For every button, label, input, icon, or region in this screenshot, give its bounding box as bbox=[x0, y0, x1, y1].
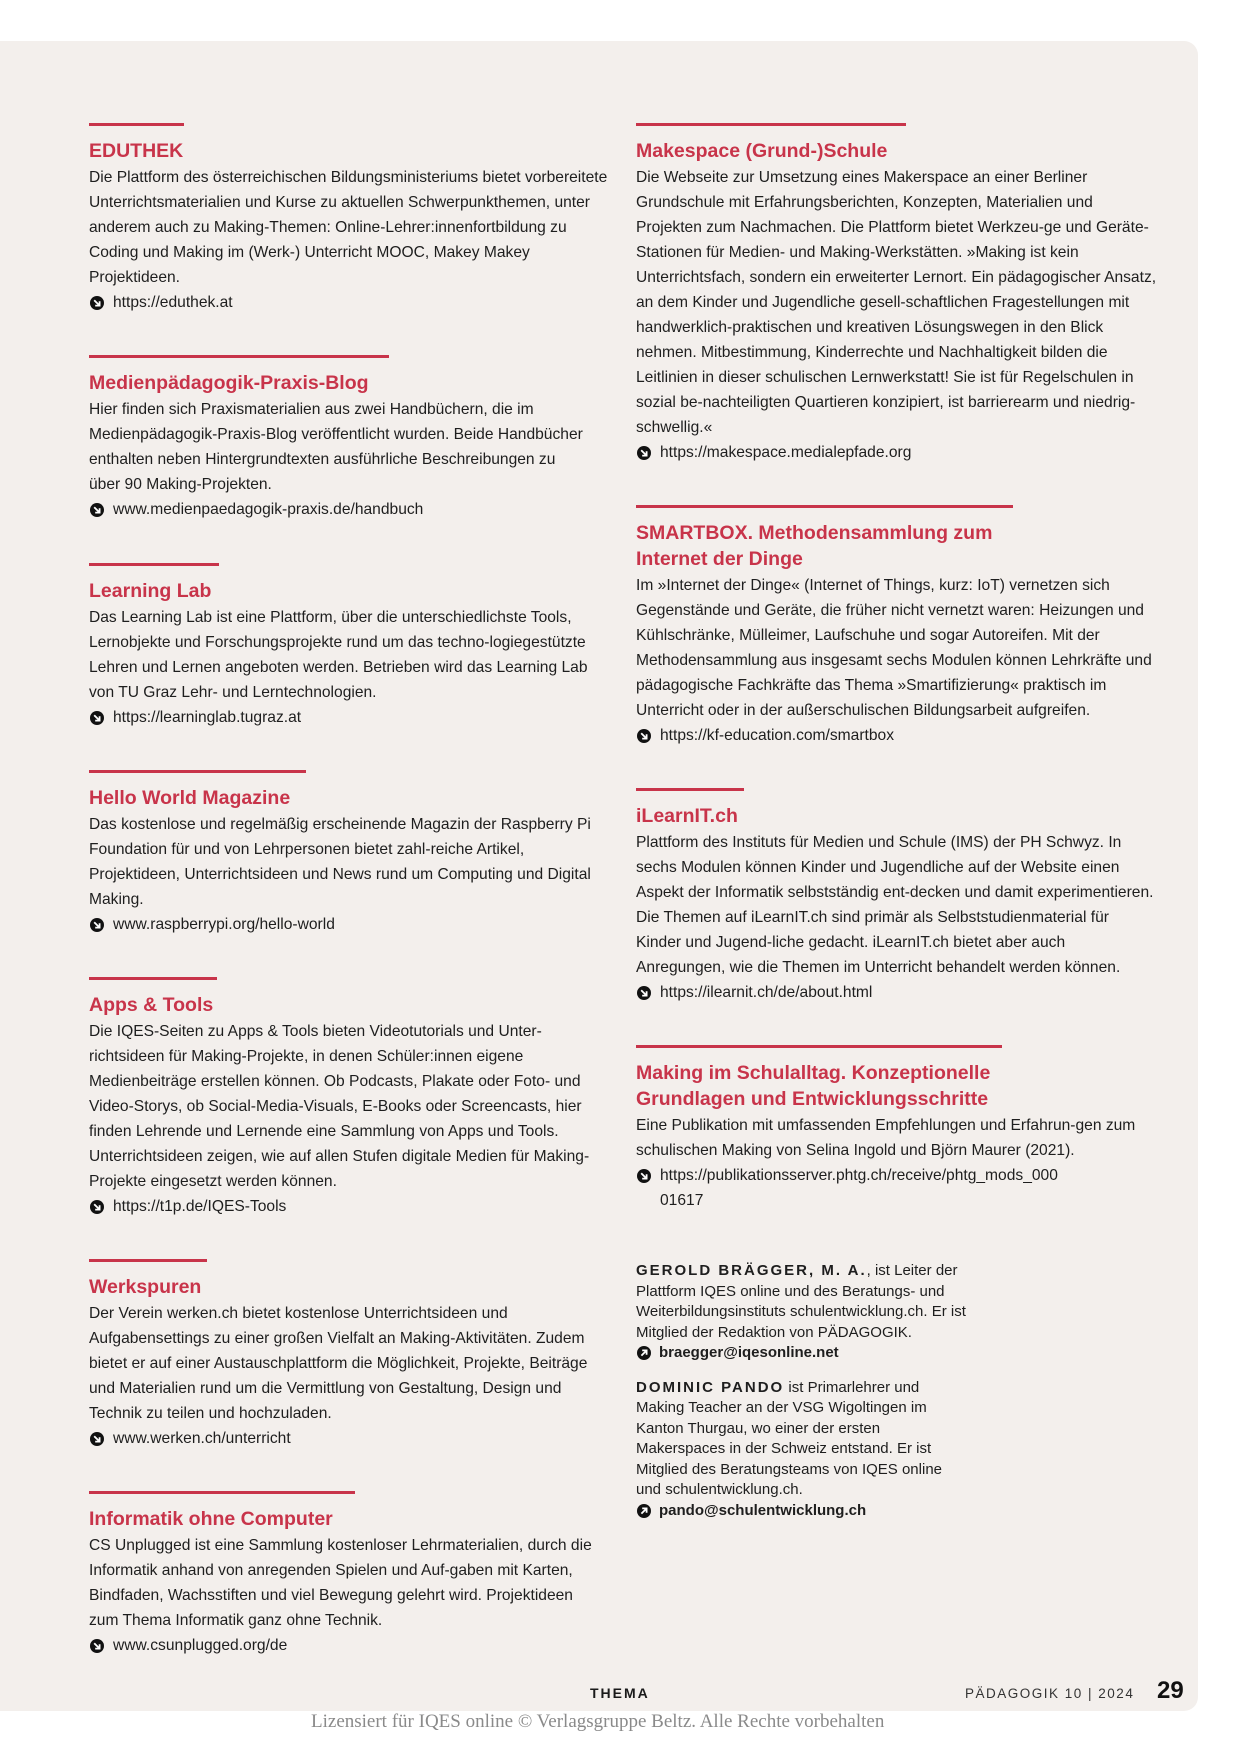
entry-url[interactable]: www.csunplugged.org/de bbox=[113, 1637, 288, 1654]
divider-rule bbox=[89, 1259, 207, 1262]
entry-link[interactable] bbox=[89, 705, 609, 730]
divider-rule bbox=[636, 505, 1013, 508]
email-link[interactable]: pando@schulentwicklung.ch bbox=[659, 1501, 867, 1519]
entry-url[interactable]: https://learninglab.tugraz.at bbox=[113, 709, 302, 726]
divider-rule bbox=[89, 770, 306, 773]
entry-link[interactable] bbox=[89, 290, 609, 315]
arrow-down-right-circle-icon bbox=[637, 1169, 651, 1183]
author-bio-text: , ist Leiter der Plattform IQES online und des Beratungs- und Weiterbildungsinstituts schulentwicklung.ch. Er ist Mitglied der Redaktion von PÄDAGOGIK. bbox=[636, 1262, 966, 1341]
entry-ilearnit bbox=[636, 788, 1156, 1005]
entry-link[interactable] bbox=[89, 1633, 609, 1658]
entry-description: Die Webseite zur Umsetzung eines Makerspace an einer Berliner Grundschule mit Erfahrungsberichten, Konzepten, Materialien und Projekten zum Nachmachen. Die Plattform bietet Werkzeu-ge und Geräte-Stationen für Medien- und Making-Werkstätten. »Making ist kein Unterrichtsfach, sondern ein erweiterter Lernort. Ein pädagogischer Ansatz, an dem Kinder und Jugendliche gesell-schaftlichen Fragestellungen mit handwerklich-praktischen und kreativen Lösungswegen in den Blick nehmen. Mitbestimmung, Kinderrechte und Nachhaltigkeit bilden die Leitlinien in dieser schulischen Lernwerkstatt! Sie ist für Regelschulen in sozial be-nachteiligten Quartieren konzipiert, ist barrierearm und niedrig-schwellig.« bbox=[636, 169, 1157, 436]
entry-url[interactable]: https://makespace.medialepfade.org bbox=[660, 444, 912, 461]
entry-link[interactable] bbox=[636, 723, 1156, 748]
entry-link[interactable] bbox=[89, 1194, 609, 1219]
entry-description: Im »Internet der Dinge« (Internet of Things, kurz: IoT) vernetzen sich Gegenstände und Geräte, die früher nicht vernetzt waren: Heizungen und Kühlschränke, Mülleimer, Laufschuhe und sogar Autoreifen. Mit der Methodensammlung aus insgesamt sechs Modulen können Lehrkräfte und pädagogische Fachkräfte das Thema »Smartifizierung« praktisch im Unterricht oder in der außerschulischen Bildungsarbeit aufgreifen. bbox=[636, 577, 1152, 719]
divider-rule bbox=[636, 788, 744, 791]
entry-description: Plattform des Instituts für Medien und Schule (IMS) der PH Schwyz. In sechs Modulen können Kinder und Jugendliche auf der Website einen Aspekt der Informatik selbstständig ent-decken und damit experimentieren. Die Themen auf iLearnIT.ch sind primär als Selbststudienmaterial für Kinder und Jugend-liche gedacht. iLearnIT.ch bietet aber auch Anregungen, wie die Themen im Unterricht behandelt werden können. bbox=[636, 834, 1154, 976]
author-description bbox=[636, 1378, 971, 1501]
footer-journal-issue: PÄDAGOGIK 10 | 2024 bbox=[965, 1686, 1135, 1701]
footer-section-label: THEMA bbox=[590, 1685, 650, 1701]
author-name: GEROLD BRÄGGER, M. A. bbox=[636, 1262, 867, 1279]
entry-link[interactable] bbox=[89, 1426, 609, 1451]
author-description bbox=[636, 1261, 966, 1343]
entry-apps-tools bbox=[89, 977, 609, 1219]
divider-rule bbox=[89, 123, 184, 126]
entry-description: Der Verein werken.ch bietet kostenlose Unterrichtsideen und Aufgabensettings zu einer großen Vielfalt an Making-Aktivitäten. Zudem bietet er auf einer Austauschplattform die Möglichkeit, Projekte, Beiträge und Materialien rund um die Vermittlung von Gestaltung, Design und Technik zu teilen und hochzuladen. bbox=[89, 1305, 588, 1422]
entry-title: Making im Schulalltag. Konzeptionelle Grundlagen und Entwicklungsschritte bbox=[636, 1062, 991, 1110]
entry-description: Das Learning Lab ist eine Plattform, über die unterschiedlichste Tools, Lernobjekte und Forschungsprojekte rund um das techno-logiegestützte Lehren und Lernen angeboten werden. Betrieben wird das Learning Lab von TU Graz Lehr- und Lerntechnologien. bbox=[89, 609, 588, 701]
entry-url[interactable]: www.raspberrypi.org/hello-world bbox=[113, 916, 335, 933]
entry-url[interactable]: www.medienpaedagogik-praxis.de/handbuch bbox=[113, 501, 424, 518]
left-column bbox=[89, 123, 609, 1658]
entry-link[interactable] bbox=[636, 980, 1156, 1005]
author-bio-text: ist Primarlehrer und Making Teacher an der VSG Wigoltingen im Kanton Thurgau, wo einer der ersten Makerspaces in der Schweiz entstand. Er ist Mitglied des Beratungsteams von IQES online und schulentwicklung.ch. bbox=[636, 1378, 942, 1498]
entry-link[interactable] bbox=[89, 912, 609, 937]
entry-title: Informatik ohne Computer bbox=[89, 1508, 333, 1530]
arrow-down-right-circle-icon bbox=[90, 1432, 104, 1446]
entry-title: EDUTHEK bbox=[89, 140, 184, 162]
entry-smartbox bbox=[636, 505, 1156, 748]
arrow-down-right-circle-icon bbox=[90, 503, 104, 517]
divider-rule bbox=[636, 1045, 1002, 1048]
license-notice: Lizensiert für IQES online © Verlagsgruppe Beltz. Alle Rechte vorbehalten bbox=[311, 1711, 885, 1732]
entry-medienpaedagogik-blog bbox=[89, 355, 609, 522]
arrow-down-right-circle-icon bbox=[637, 729, 651, 743]
entry-learning-lab bbox=[89, 563, 609, 730]
divider-rule bbox=[89, 355, 389, 358]
entry-url[interactable]: https://ilearnit.ch/de/about.html bbox=[660, 984, 873, 1001]
entry-description: Die Plattform des österreichischen Bildungsministeriums bietet vorbereitete Unterrichtsmaterialien und Kurse zu aktuellen Schwerpunkthemen, unter anderem auch zu Making-Themen: Online-Lehrer:innenfortbildung zu Coding und Making im (Werk-) Unterricht MOOC, Makey Makey Projektideen. bbox=[89, 169, 608, 286]
entry-url[interactable]: www.werken.ch/unterricht bbox=[113, 1430, 291, 1447]
entry-description: CS Unplugged ist eine Sammlung kostenloser Lehrmaterialien, durch die Informatik anhand von anregenden Spielen und Auf-gaben mit Karten, Bindfaden, Wachsstiften und viel Bewegung gelehrt wird. Projektideen zum Thema Informatik ganz ohne Technik. bbox=[89, 1537, 592, 1629]
right-column bbox=[636, 123, 1156, 1521]
entry-title: Medienpädagogik-Praxis-Blog bbox=[89, 372, 369, 394]
entry-url[interactable]: https://kf-education.com/smartbox bbox=[660, 727, 895, 744]
author-name: DOMINIC PANDO bbox=[636, 1378, 785, 1396]
entry-url[interactable]: https://t1p.de/IQES-Tools bbox=[113, 1198, 287, 1215]
email-link[interactable]: braegger@iqesonline.net bbox=[659, 1344, 839, 1361]
entry-title: Learning Lab bbox=[89, 580, 212, 602]
entry-werkspuren bbox=[89, 1259, 609, 1451]
divider-rule bbox=[636, 123, 906, 126]
divider-rule bbox=[89, 1491, 355, 1494]
divider-rule bbox=[89, 563, 219, 566]
entry-title: Hello World Magazine bbox=[89, 787, 291, 809]
entry-description: Die IQES-Seiten zu Apps & Tools bieten Videotutorials und Unter-richtsideen für Making-Projekte, in denen Schüler:innen eigene Medienbeiträge erstellen können. Ob Podcasts, Plakate oder Foto- und Video-Storys, ob Social-Media-Visuals, E-Books oder Screencasts, hier finden Lehrende und Lernende eine Sammlung von Apps und Tools. Unterrichtsideen zeigen, wie auf allen Stufen digitale Medien für Making-Projekte eingesetzt werden können. bbox=[89, 1023, 590, 1190]
entry-making-im-schulalltag bbox=[636, 1045, 1156, 1213]
entry-url[interactable]: https://publikationsserver.phtg.ch/receive/phtg_mods_00001617 bbox=[660, 1167, 1058, 1209]
divider-rule bbox=[89, 977, 217, 980]
author-email[interactable] bbox=[636, 1343, 966, 1364]
entry-title: Makespace (Grund-)Schule bbox=[636, 140, 888, 162]
page-number: 29 bbox=[1157, 1677, 1184, 1704]
arrow-down-right-circle-icon bbox=[637, 446, 651, 460]
entry-title: Apps & Tools bbox=[89, 994, 214, 1016]
entry-link[interactable] bbox=[636, 440, 1156, 465]
arrow-up-right-circle-icon bbox=[637, 1504, 651, 1518]
entry-description: Das kostenlose und regelmäßig erscheinende Magazin der Raspberry Pi Foundation für und von Lehrpersonen bietet zahl-reiche Artikel, Projektideen, Unterrichtsideen und News rund um Computing und Digital Making. bbox=[89, 816, 591, 908]
entry-description: Hier finden sich Praxismaterialien aus zwei Handbüchern, die im Medienpädagogik-Praxis-Blog veröffentlicht wurden. Beide Handbücher enthalten neben Hintergrundtexten ausführliche Beschreibungen zu über 90 Making-Projekten. bbox=[89, 401, 583, 493]
entry-url[interactable]: https://eduthek.at bbox=[113, 294, 233, 311]
arrow-down-right-circle-icon bbox=[90, 296, 104, 310]
arrow-down-right-circle-icon bbox=[90, 918, 104, 932]
entry-hello-world bbox=[89, 770, 609, 937]
entry-title: SMARTBOX. Methodensammlung zum Internet der Dinge bbox=[636, 522, 993, 570]
entry-description: Eine Publikation mit umfassenden Empfehlungen und Erfahrun-gen zum schulischen Making von Selina Ingold und Björn Maurer (2021). bbox=[636, 1117, 1136, 1159]
arrow-up-right-circle-icon bbox=[637, 1346, 651, 1360]
arrow-down-right-circle-icon bbox=[90, 1200, 104, 1214]
arrow-down-right-circle-icon bbox=[90, 1639, 104, 1653]
entry-title: iLearnIT.ch bbox=[636, 805, 738, 827]
entry-link[interactable] bbox=[89, 497, 609, 522]
author-bio-braegger bbox=[636, 1261, 966, 1364]
entry-makespace bbox=[636, 123, 1156, 465]
entry-title: Werkspuren bbox=[89, 1276, 202, 1298]
entry-eduthek bbox=[89, 123, 609, 315]
arrow-down-right-circle-icon bbox=[637, 986, 651, 1000]
entry-informatik-ohne-computer bbox=[89, 1491, 609, 1658]
author-bio-pando bbox=[636, 1378, 971, 1522]
entry-link[interactable] bbox=[636, 1163, 1156, 1213]
arrow-down-right-circle-icon bbox=[90, 711, 104, 725]
author-email[interactable] bbox=[636, 1501, 971, 1522]
